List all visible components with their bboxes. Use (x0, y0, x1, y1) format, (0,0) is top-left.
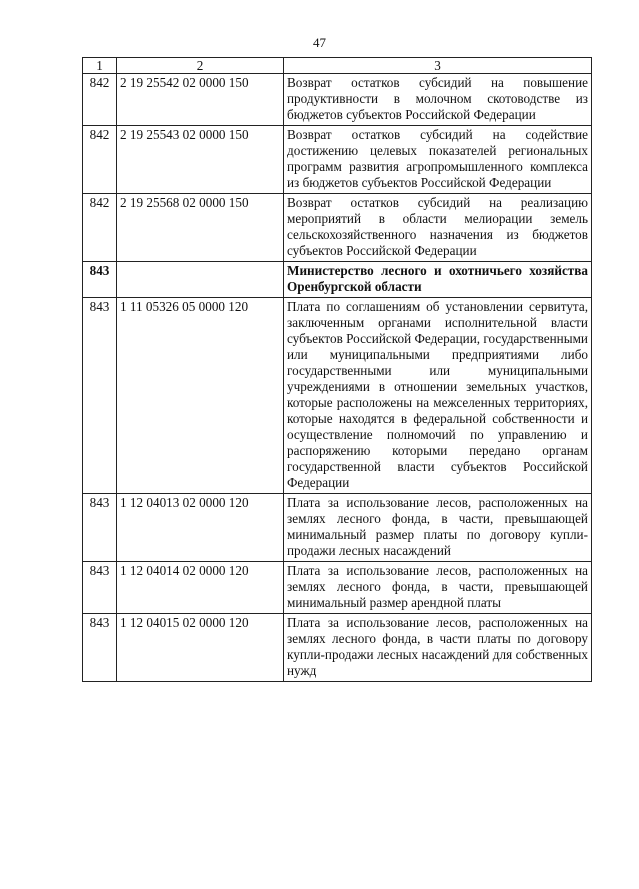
revenue-code-cell: 2 19 25542 02 0000 150 (117, 74, 284, 126)
table-row (83, 262, 592, 298)
revenue-code-cell: 1 11 05326 05 0000 120 (117, 298, 284, 494)
description-cell: Возврат остатков субсидий на содействие достижению целевых показателей региональных программ развития агропромышленного комплекса из бюджетов субъектов Российской Федерации (284, 126, 592, 194)
description-cell: Плата за использование лесов, расположенных на землях лесного фонда, в части, превышающей минимальный размер арендной платы (284, 562, 592, 614)
description-cell: Плата за использование лесов, расположенных на землях лесного фонда, в части платы по договору купли-продажи лесных насаждений для собственных нужд (284, 614, 592, 682)
description-cell: Возврат остатков субсидий на повышение продуктивности в молочном скотоводстве из бюджетов субъектов Российской Федерации (284, 74, 592, 126)
revenue-code-cell: 2 19 25568 02 0000 150 (117, 194, 284, 262)
column-header-2: 2 (117, 58, 284, 74)
table-row (83, 298, 592, 494)
table-row (83, 194, 592, 262)
description-cell: Плата по соглашениям об установлении сервитута, заключенным органами исполнительной власти субъектов Российской Федерации, государственными или муниципальными предприятиями либо государственными или муниципальными учреждениями в отношении земельных участков, которые расположены на межселенных территориях, которые находятся в федеральной собственности и осуществление полномочий по управлению и распоряжению которыми передано органам государственной власти субъектов Российской Федерации (284, 298, 592, 494)
admin-code-cell: 842 (83, 126, 117, 194)
column-header-1: 1 (83, 58, 117, 74)
table-row (83, 494, 592, 562)
admin-code-cell: 843 (83, 262, 117, 298)
admin-code-cell: 842 (83, 194, 117, 262)
table-row (83, 614, 592, 682)
table-row (83, 74, 592, 126)
admin-code-cell: 843 (83, 562, 117, 614)
admin-code-cell: 843 (83, 494, 117, 562)
description-cell: Возврат остатков субсидий на реализацию мероприятий в области мелиорации земель сельскохозяйственного назначения из бюджетов субъектов Российской Федерации (284, 194, 592, 262)
column-header-3: 3 (284, 58, 592, 74)
table-header-row (83, 58, 592, 74)
revenue-code-cell: 1 12 04014 02 0000 120 (117, 562, 284, 614)
budget-classification-table (82, 57, 592, 682)
description-cell: Министерство лесного и охотничьего хозяйства Оренбургской области (284, 262, 592, 298)
table-row (83, 126, 592, 194)
revenue-code-cell: 1 12 04013 02 0000 120 (117, 494, 284, 562)
admin-code-cell: 843 (83, 298, 117, 494)
table-row (83, 562, 592, 614)
revenue-code-cell (117, 262, 284, 298)
revenue-code-cell: 1 12 04015 02 0000 120 (117, 614, 284, 682)
page-number: 47 (313, 35, 326, 50)
admin-code-cell: 842 (83, 74, 117, 126)
revenue-code-cell: 2 19 25543 02 0000 150 (117, 126, 284, 194)
admin-code-cell: 843 (83, 614, 117, 682)
description-cell: Плата за использование лесов, расположенных на землях лесного фонда, в части, превышающей минимальный размер платы по договору купли-продажи лесных насаждений (284, 494, 592, 562)
